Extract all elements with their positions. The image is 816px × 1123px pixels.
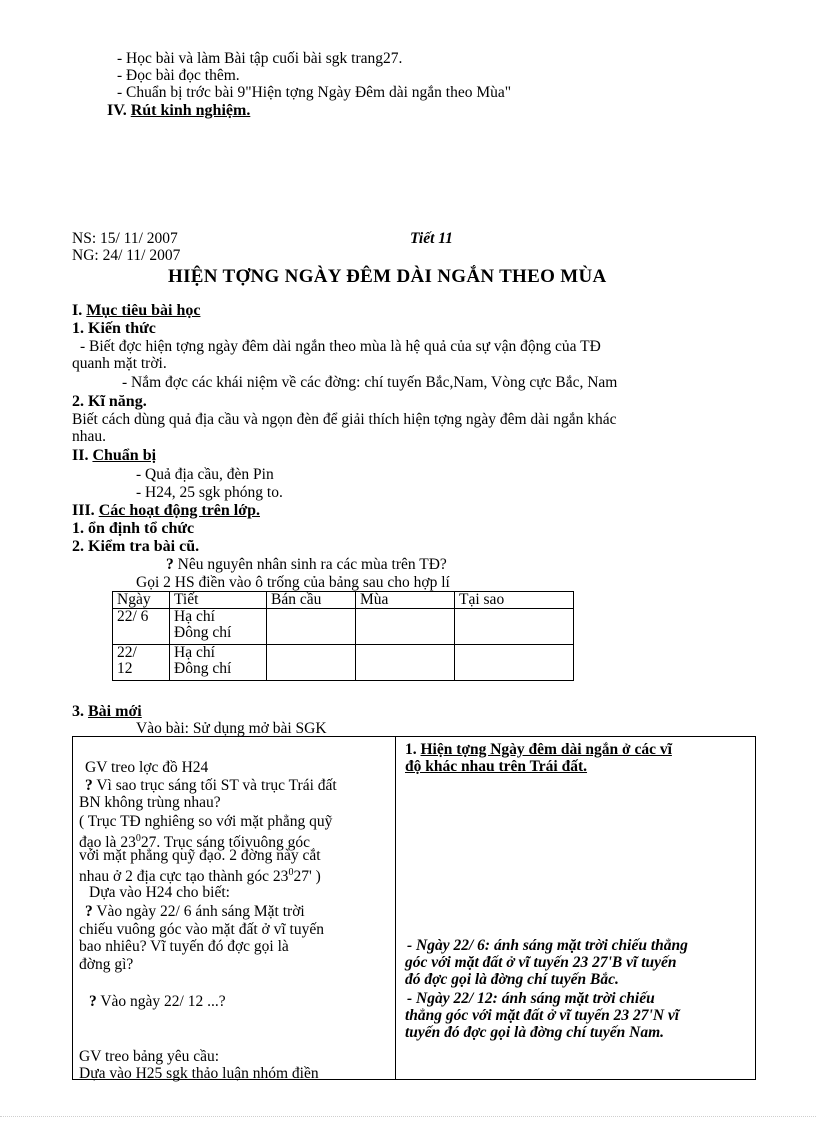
row2-day xyxy=(113,645,170,681)
row1-hemisphere[interactable] xyxy=(267,609,356,645)
question-2-mark: ? xyxy=(85,903,93,920)
question-1 xyxy=(85,777,337,794)
row1-period-1: Hạ chí xyxy=(174,608,215,625)
new-lesson-title: Bài mới xyxy=(88,703,142,720)
question-2-line-4: đờng gì? xyxy=(79,956,134,973)
row1-season[interactable] xyxy=(356,609,455,645)
homework-line-3: - Chuẩn bị trớc bài 9"Hiện tợng Ngày Đêm dài ngắn theo Mùa" xyxy=(117,84,512,101)
explain-2a: đạo là 23 xyxy=(79,834,136,852)
answer-dec-3: tuyến đó đợc gọi là đờng chí tuyến Nam. xyxy=(405,1024,665,1041)
knowledge-heading: 1. Kiến thức xyxy=(72,320,156,337)
row2-period-1: Hạ chí xyxy=(174,644,215,661)
row1-day: 22/ 6 xyxy=(113,609,170,645)
phenomenon-number: 1. xyxy=(405,741,417,758)
header-season: Mùa xyxy=(356,592,455,609)
ns-date: NS: 15/ 11/ 2007 xyxy=(72,230,178,247)
answer-june-1: - Ngày 22/ 6: ánh sáng mặt trời chiếu thẳng xyxy=(407,937,688,954)
step-1: 1. ổn định tổ chức xyxy=(72,520,195,537)
step-2: 2. Kiểm tra bài cũ. xyxy=(72,538,200,555)
row2-period xyxy=(170,645,267,681)
knowledge-line-1b: quanh mặt trời. xyxy=(72,355,167,372)
explain-3: với mặt phẳng quỹ đạo. 2 đờng này cắt xyxy=(79,847,321,864)
review-table xyxy=(112,591,574,681)
question-2-line-3: bao nhiêu? Vĩ tuyến đó đợc gọi là xyxy=(79,938,289,955)
table-header-row xyxy=(113,592,574,609)
section-iv-title: Rút kinh nghiệm. xyxy=(130,102,251,119)
prep-item-2: - H24, 25 sgk phóng to. xyxy=(136,484,283,501)
phenomenon-heading xyxy=(405,741,672,758)
explain-2b: 27. Trục sáng tốivuông góc xyxy=(140,834,311,852)
question-3-mark: ? xyxy=(89,993,97,1010)
new-lesson-intro: Vào bài: Sử dụng mở bài SGK xyxy=(136,720,327,737)
objectives-title: Mục tiêu bài học xyxy=(86,302,201,319)
table-row xyxy=(113,645,574,681)
row2-hemisphere[interactable] xyxy=(267,645,356,681)
skills-line-1: Biết cách dùng quả địa cầu và ngọn đèn để giải thích hiện tợng ngày đêm dài ngắn khác xyxy=(72,411,617,428)
explain-1: ( Trục TĐ nghiêng so với mặt phẳng quỹ xyxy=(79,813,333,830)
objectives-heading xyxy=(72,302,200,319)
row2-day-2: 12 xyxy=(117,660,133,677)
teacher-map-note: GV treo lợc đồ H24 xyxy=(85,759,209,776)
question-2-text: Vào ngày 22/ 6 ánh sáng Mặt trời xyxy=(92,903,305,920)
page-bottom-divider xyxy=(0,1116,816,1117)
row2-day-1: 22/ xyxy=(117,644,137,661)
skills-heading: 2. Kĩ năng. xyxy=(72,393,147,410)
row2-reason[interactable] xyxy=(455,645,574,681)
section-iv-heading xyxy=(107,102,250,119)
question-3-text: Vào ngày 22/ 12 ...? xyxy=(96,993,226,1010)
prep-heading xyxy=(72,447,156,464)
page-title: HIỆN TỢNG NGÀY ĐÊM DÀI NGẮN THEO MÙA xyxy=(168,266,607,287)
answer-june-2: góc với mặt đất ở vĩ tuyến 23 27'B vĩ tuyến xyxy=(405,954,677,971)
new-lesson-heading xyxy=(72,703,142,720)
answer-dec-2: thẳng góc với mặt đất ở vĩ tuyến 23 27'N vĩ xyxy=(405,1007,680,1024)
row1-period xyxy=(170,609,267,645)
knowledge-line-2: - Nắm đợc các khái niệm về các đờng: chí tuyến Bắc,Nam, Vòng cực Bắc, Nam xyxy=(122,374,618,391)
prep-item-1: - Quả địa cầu, đèn Pin xyxy=(136,466,274,483)
row2-season[interactable] xyxy=(356,645,455,681)
question-mark: ? xyxy=(166,556,174,573)
header-hemisphere: Bán cầu xyxy=(267,592,356,609)
degree-sup-2: 0 xyxy=(288,867,294,878)
header-reason: Tại sao xyxy=(455,592,574,609)
activities-number: III. xyxy=(72,502,95,519)
row1-period-2: Đông chí xyxy=(174,624,232,641)
explain-4b: 27' ) xyxy=(293,868,321,886)
teacher-board-note: GV treo bảng yêu cầu: xyxy=(79,1048,220,1065)
question-1-mark: ? xyxy=(85,777,93,794)
question-1-cont: BN không trùng nhau? xyxy=(79,794,221,811)
skills-line-1b: nhau. xyxy=(72,428,107,445)
new-lesson-number: 3. xyxy=(72,703,84,720)
explain-4 xyxy=(79,864,321,885)
prep-number: II. xyxy=(72,447,89,464)
answer-dec-1: - Ngày 22/ 12: ánh sáng mặt trời chiếu xyxy=(407,990,655,1007)
phenomenon-heading-cont: độ khác nhau trên Trái đất. xyxy=(405,758,588,775)
table-row xyxy=(113,609,574,645)
review-instruction: Gọi 2 HS điền vào ô trống của bảng sau cho hợp lí xyxy=(136,574,450,591)
header-period: Tiết xyxy=(170,592,267,609)
question-1-text: Vì sao trục sáng tối ST và trục Trái đất xyxy=(92,777,337,794)
review-question xyxy=(166,556,447,573)
question-2-line-2: chiếu vuông góc vào mặt đất ở vĩ tuyến xyxy=(79,921,324,938)
activities-heading xyxy=(72,502,260,519)
knowledge-line-1: - Biết đợc hiện tợng ngày đêm dài ngắn theo mùa là hệ quả của sự vận động của TĐ xyxy=(80,338,601,355)
prep-title: Chuẩn bị xyxy=(92,447,157,464)
ng-date: NG: 24/ 11/ 2007 xyxy=(72,247,181,264)
homework-line-1: - Học bài và làm Bài tập cuối bài sgk trang27. xyxy=(117,50,403,67)
period-label: Tiết 11 xyxy=(410,230,453,247)
column-divider xyxy=(395,737,396,1079)
group-discussion-note: Dựa vào H25 sgk thảo luận nhóm điền xyxy=(79,1065,319,1082)
header-day: Ngày xyxy=(113,592,170,609)
activities-title: Các hoạt động trên lớp. xyxy=(98,502,260,519)
homework-line-2: - Đọc bài đọc thêm. xyxy=(117,67,240,84)
lesson-table xyxy=(72,736,756,1080)
row2-period-2: Đông chí xyxy=(174,660,232,677)
answer-june-3: đó đợc gọi là đờng chí tuyến Bắc. xyxy=(405,971,619,988)
section-iv-number: IV. xyxy=(107,102,127,119)
h24-prompt: Dựa vào H24 cho biết: xyxy=(89,884,230,901)
question-3 xyxy=(89,993,226,1010)
phenomenon-title: Hiện tợng Ngày đêm dài ngắn ở các vĩ xyxy=(420,741,672,758)
question-2 xyxy=(85,903,305,920)
row1-reason[interactable] xyxy=(455,609,574,645)
explain-4a: nhau ở 2 địa cực tạo thành góc 23 xyxy=(79,868,289,886)
objectives-number: I. xyxy=(72,302,83,319)
review-question-text: Nêu nguyên nhân sinh ra các mùa trên TĐ? xyxy=(173,556,447,573)
degree-sup-1: 0 xyxy=(135,833,141,844)
